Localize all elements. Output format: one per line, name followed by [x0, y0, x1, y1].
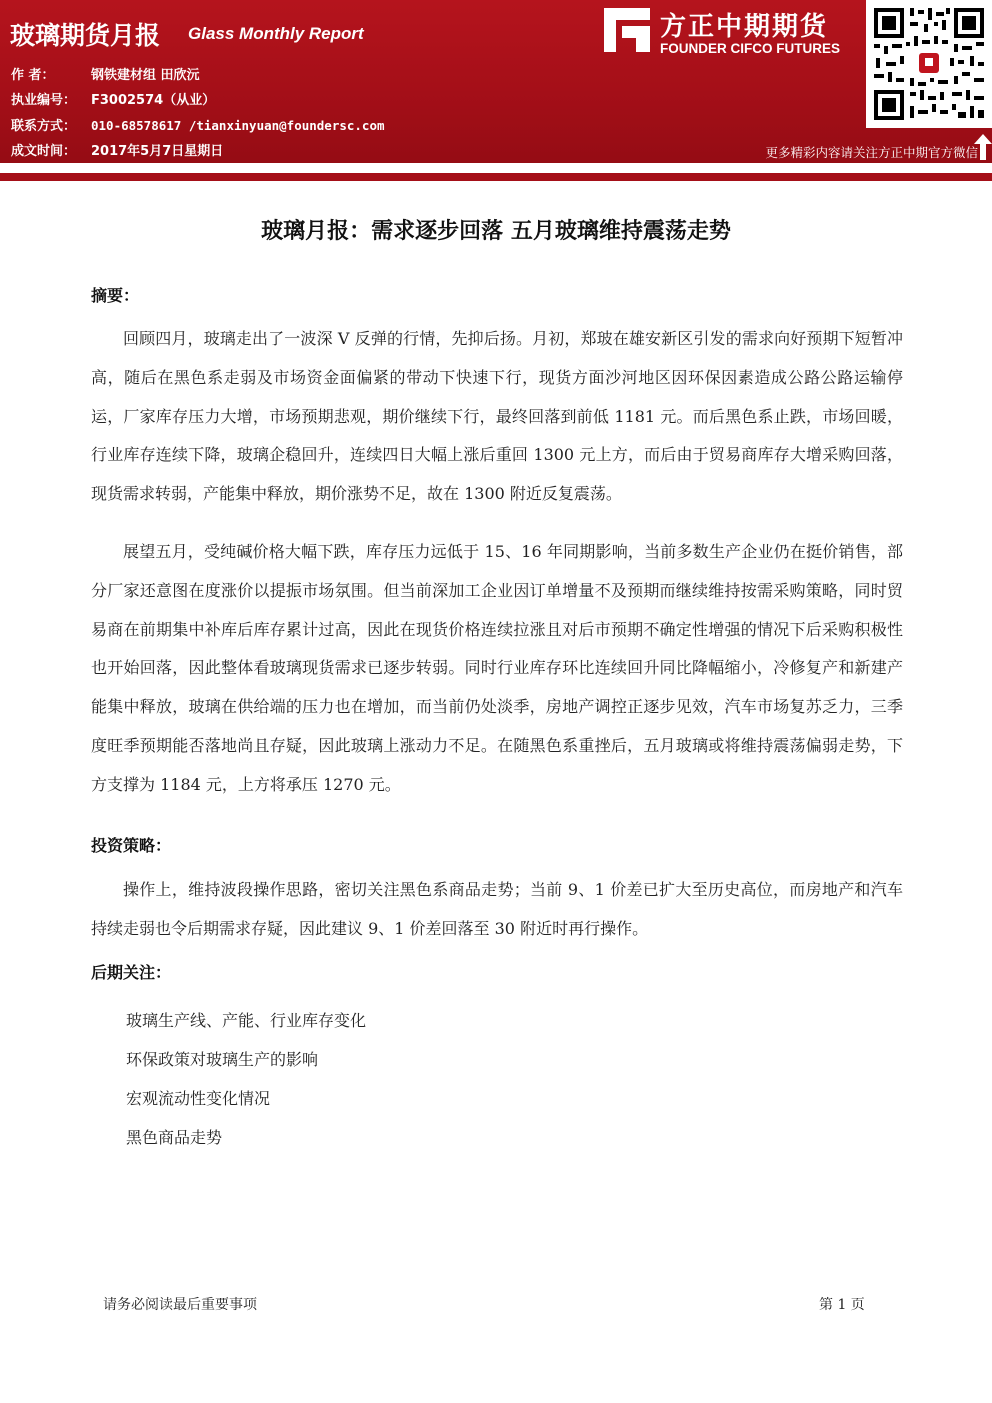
qr-code-icon — [866, 0, 992, 128]
meta-license — [11, 89, 215, 108]
strategy-paragraph: 操作上，维持波段操作思路，密切关注黑色系商品走势；当前 9、1 价差已扩大至历史高位，而房地产和汽车持续走弱也令后期需求存疑，因此建议 9、1 价差回落至 30 附近时再行操作。 — [91, 880, 903, 938]
meta-author — [11, 64, 200, 83]
page-number: 第 1 页 — [819, 1297, 865, 1313]
meta-value: 2017年5月7日星期日 — [91, 144, 224, 159]
focus-item: 黑色商品走势 — [126, 1128, 223, 1147]
report-title-en: Glass Monthly Report — [188, 24, 364, 43]
summary-heading: 摘要： — [91, 286, 140, 305]
founder-logo-icon — [604, 8, 650, 52]
focus-heading: 后期关注： — [91, 963, 172, 982]
report-header — [0, 0, 992, 163]
strategy-heading: 投资策略： — [91, 836, 172, 855]
meta-label: 作 者： — [11, 68, 55, 83]
wechat-follow-note: 更多精彩内容请关注方正中期官方微信 — [765, 145, 978, 160]
meta-value[interactable]: 010-68578617 /tianxinyuan@foundersc.com — [91, 118, 385, 133]
summary-paragraph-2: 展望五月，受纯碱价格大幅下跌，库存压力远低于 15、16 年同期影响，当前多数生产企业仍在挺价销售，部分厂家还意图在度涨价以提振市场氛围。但当前深加工企业因订单增量不及预期而继续维持按需采购策略，同时贸易商在前期集中补库后库存累计过高，因此在现货价格连续拉涨且对后市预期不确定性增强的情况下后采购积极性也开始回落，因此整体看玻璃现货需求已逐步转弱。同时行业库存环比连续回升同比降幅缩小，冷修复产和新建产能集中释放，玻璃在供给端的压力也在增加，而当前仍处淡季，房地产调控正逐步见效，汽车市场复苏乏力，三季度旺季预期能否落地尚且存疑，因此玻璃上涨动力不足。在随黑色系重挫后，五月玻璃或将维持震荡偏弱走势，下方支撑为 1184 元，上方将承压 1270 元。 — [91, 542, 903, 794]
focus-item: 玻璃生产线、产能、行业库存变化 — [126, 1011, 367, 1030]
meta-date — [11, 140, 223, 159]
meta-value: 钢铁建材组 田欣沅 — [91, 68, 200, 83]
meta-label: 执业编号： — [11, 93, 77, 108]
header-divider — [0, 173, 992, 181]
summary-paragraph-1: 回顾四月，玻璃走出了一波深 V 反弹的行情，先抑后扬。月初，郑玻在雄安新区引发的需求向好预期下短暂冲高，随后在黑色系走弱及市场资金面偏紧的带动下快速下行，现货方面沙河地区因环保因素造成公路公路运输停运，厂家库存压力大增，市场预期悲观，期价继续下行，最终回落到前低 1181 元。而后黑色系止跌，市场回暖，行业库存连续下降，玻璃企稳回升，连续四日大幅上涨后重回 1300 元上方，而后由于贸易商库存大增采购回落，现货需求转弱，产能集中释放，期价涨势不足，故在 1300 附近反复震荡。 — [91, 329, 903, 504]
meta-label: 联系方式： — [11, 119, 77, 134]
document-title: 玻璃月报：需求逐步回落 五月玻璃维持震荡走势 — [261, 219, 731, 244]
footer-notice: 请务必阅读最后重要事项 — [103, 1297, 257, 1313]
report-title-cn: 玻璃期货月报 — [10, 21, 161, 50]
focus-item: 宏观流动性变化情况 — [126, 1089, 271, 1108]
meta-label: 成文时间： — [11, 144, 77, 159]
meta-value: F3002574（从业） — [91, 93, 216, 108]
logo-text-cn: 方正中期期货 — [660, 12, 829, 42]
logo-text-en: FOUNDER CIFCO FUTURES — [660, 41, 840, 56]
meta-contact — [11, 115, 385, 134]
focus-item: 环保政策对玻璃生产的影响 — [126, 1050, 319, 1069]
